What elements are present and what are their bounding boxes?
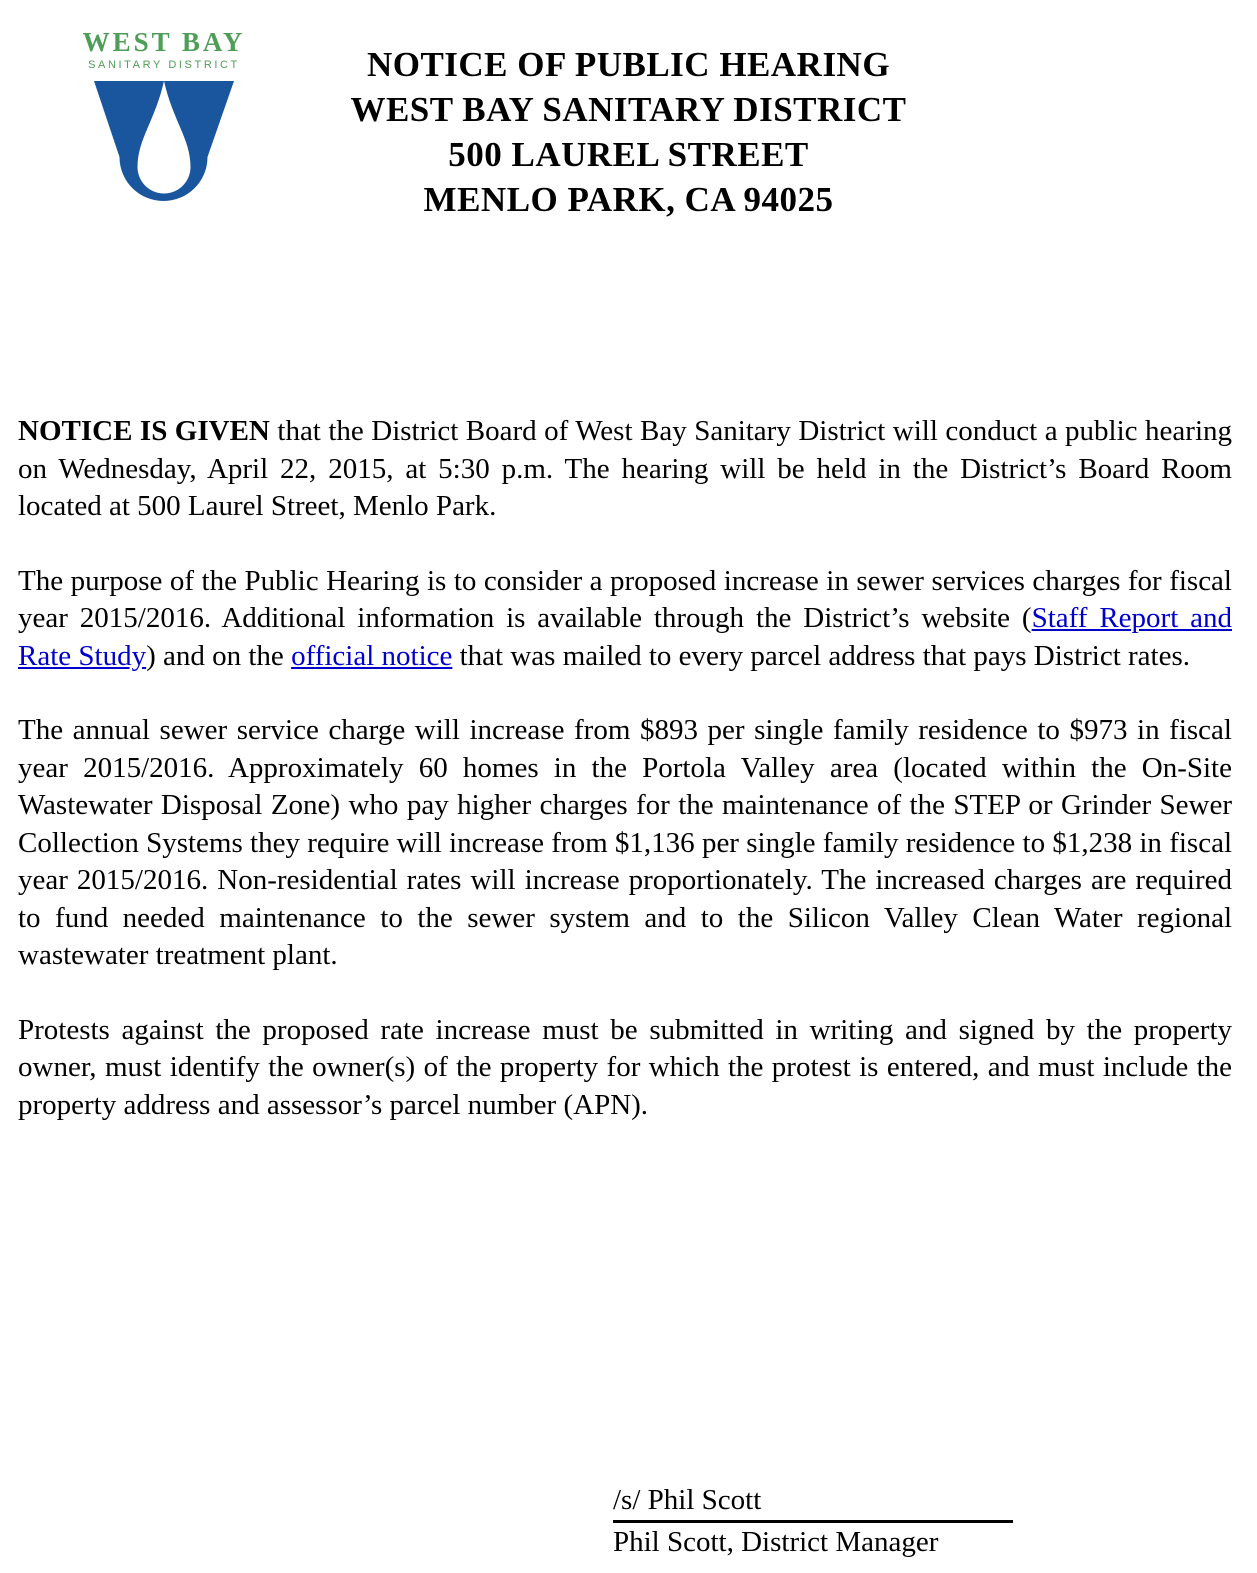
paragraph-notice-given <box>18 413 1232 526</box>
paragraph-purpose <box>18 563 1232 676</box>
header-line-district: WEST BAY SANITARY DISTRICT <box>350 90 907 129</box>
signature-line: /s/ Phil Scott <box>613 1481 1013 1523</box>
purpose-text-2: ) and on the <box>146 639 292 672</box>
logo-subtitle: SANITARY DISTRICT <box>88 59 240 71</box>
header-line-notice: NOTICE OF PUBLIC HEARING <box>366 45 891 84</box>
header-line-city: MENLO PARK, CA 94025 <box>423 180 834 219</box>
paragraph-rate-increase: The annual sewer service charge will increase from $893 per single family residence to $973 in fiscal year 2015/2016. Approximately 60 homes in the Portola Valley area (located within the On-Site Wastewater Disposal Zone) who pay higher charges for the maintenance of the STEP or Grinder Sewer Collection Systems they require will increase from $1,136 per single family residence to $1,238 in fiscal year 2015/2016. Non-residential rates will increase proportionately. The increased charges are required to fund needed maintenance to the sewer system and to the Silicon Valley Clean Water regional wastewater treatment plant. <box>18 714 1232 971</box>
purpose-text-3: that was mailed to every parcel address that pays District rates. <box>452 639 1191 672</box>
notice-given-text: that the District Board of West Bay Sanitary District will conduct a public hearing on Wednesday, April 22, 2015, at 5:30 p.m. The hearing will be held in the District’s Board Room located at 500 Laurel Street, Menlo Park. <box>18 415 1232 522</box>
purpose-text-1: The purpose of the Public Hearing is to consider a proposed increase in sewer services charges for fiscal year 2015/2016. Additional information is available through the District’s website ( <box>18 564 1232 634</box>
district-logo <box>80 28 248 203</box>
paragraph-protests: Protests against the proposed rate increase must be submitted in writing and signed by the property owner, must identify the owner(s) of the property for which the protest is entered, and must include the property address and assessor’s parcel number (APN). <box>18 1013 1232 1121</box>
notice-body <box>0 222 1257 1124</box>
water-drop-shape <box>94 81 234 201</box>
water-drop-logo-icon <box>91 81 237 203</box>
signatory-name-title: Phil Scott, District Manager <box>613 1526 939 1558</box>
official-notice-link[interactable]: official notice <box>291 639 453 672</box>
signature-block <box>613 1481 1013 1561</box>
notice-given-lead: NOTICE IS GIVEN <box>18 415 270 447</box>
staff-report-link[interactable]: Staff Report and Rate Study <box>18 602 1233 672</box>
header-line-street: 500 LAUREL STREET <box>448 135 809 174</box>
logo-wordmark: WEST BAY <box>82 27 246 57</box>
